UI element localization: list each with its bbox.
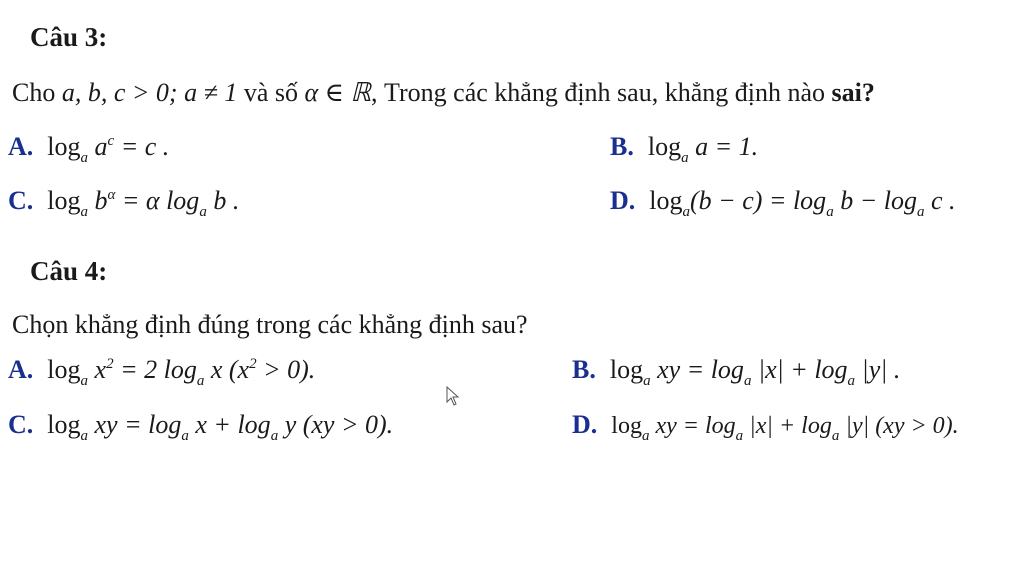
- log-text: log: [649, 186, 683, 215]
- prompt-text: Cho: [12, 78, 62, 107]
- math-arg: b: [94, 186, 108, 215]
- log-base: a: [682, 204, 691, 220]
- prompt-text: , Trong các khẳng định sau, khẳng định nào: [371, 78, 832, 107]
- log-base: a: [80, 150, 89, 166]
- log-base: a: [826, 204, 834, 220]
- q3-option-d[interactable]: [610, 186, 956, 220]
- math-exp: c: [107, 133, 115, 149]
- math-mid: xy = log: [88, 410, 182, 439]
- log-base: a: [80, 428, 89, 444]
- prompt-math-alpha: α ∈ ℝ: [304, 78, 372, 107]
- math-rest: |y| .: [855, 355, 901, 384]
- log-base: a: [743, 373, 752, 389]
- option-letter: B.: [572, 355, 596, 384]
- option-letter: C.: [8, 186, 34, 215]
- log-base: a: [641, 428, 650, 444]
- math-rest: a = 1.: [688, 132, 759, 161]
- log-base: a: [80, 204, 89, 220]
- prompt-math-condition: a, b, c > 0; a ≠ 1: [61, 78, 238, 107]
- math-rest: y (xy > 0).: [278, 410, 394, 439]
- q4-option-a[interactable]: [8, 355, 316, 389]
- q3-option-a[interactable]: [8, 132, 170, 166]
- log-base: a: [681, 150, 689, 166]
- log-base: a: [643, 373, 651, 389]
- q4-option-d[interactable]: [572, 410, 959, 444]
- question-4-title: Câu 4:: [30, 256, 108, 286]
- math-arg: x: [88, 355, 107, 384]
- math-mid: = α log: [115, 186, 200, 215]
- log-base: a: [270, 428, 279, 444]
- log-text: log: [47, 132, 81, 161]
- option-letter: B.: [610, 132, 634, 161]
- math-arg: a: [94, 132, 108, 161]
- log-base: a: [831, 428, 840, 444]
- log-base: a: [199, 204, 207, 220]
- log-text: log: [47, 355, 81, 384]
- math-rest: x (x: [204, 355, 250, 384]
- log-base: a: [735, 428, 744, 444]
- log-text: log: [609, 355, 644, 384]
- math-exp: 2: [106, 356, 114, 372]
- mouse-pointer-icon: [446, 386, 460, 406]
- math-rest: |y| (xy > 0).: [839, 413, 959, 439]
- prompt-text: và số: [237, 78, 305, 107]
- q3-option-b[interactable]: [610, 132, 759, 166]
- log-base: a: [181, 428, 189, 444]
- math-rest: b .: [206, 186, 240, 215]
- q3-option-c[interactable]: [8, 186, 240, 220]
- math-exp: 2: [249, 356, 257, 372]
- math-arg: (b − c) = log: [690, 186, 827, 215]
- math-mid: x + log: [188, 410, 271, 439]
- math-mid: |x| + log: [743, 413, 832, 439]
- option-letter: D.: [610, 186, 636, 215]
- log-base: a: [847, 373, 856, 389]
- option-letter: D.: [572, 410, 598, 439]
- log-base: a: [196, 373, 205, 389]
- math-mid: xy = log: [650, 355, 744, 384]
- log-text: log: [611, 413, 642, 439]
- math-rest: = c .: [114, 132, 170, 161]
- math-mid: = 2 log: [113, 355, 197, 384]
- q4-option-b[interactable]: [572, 355, 901, 389]
- log-text: log: [47, 410, 81, 439]
- question-4-prompt: Chọn khẳng định đúng trong các khẳng định sau?: [12, 310, 528, 339]
- math-mid: b − log: [833, 186, 917, 215]
- option-letter: C.: [8, 410, 34, 439]
- question-3-title: Câu 3:: [30, 22, 108, 52]
- math-exp: α: [107, 187, 116, 203]
- math-mid: xy = log: [649, 413, 736, 439]
- q4-option-c[interactable]: [8, 410, 394, 444]
- math-rest: > 0).: [256, 355, 316, 384]
- option-letter: A.: [8, 132, 34, 161]
- log-text: log: [47, 186, 81, 215]
- math-mid: |x| + log: [751, 355, 848, 384]
- option-letter: A.: [8, 355, 34, 384]
- log-base: a: [916, 204, 925, 220]
- prompt-emphasis: sai?: [831, 78, 875, 107]
- log-base: a: [80, 373, 89, 389]
- log-text: log: [647, 132, 682, 161]
- question-3-prompt: [12, 78, 875, 108]
- math-rest: c .: [924, 186, 956, 215]
